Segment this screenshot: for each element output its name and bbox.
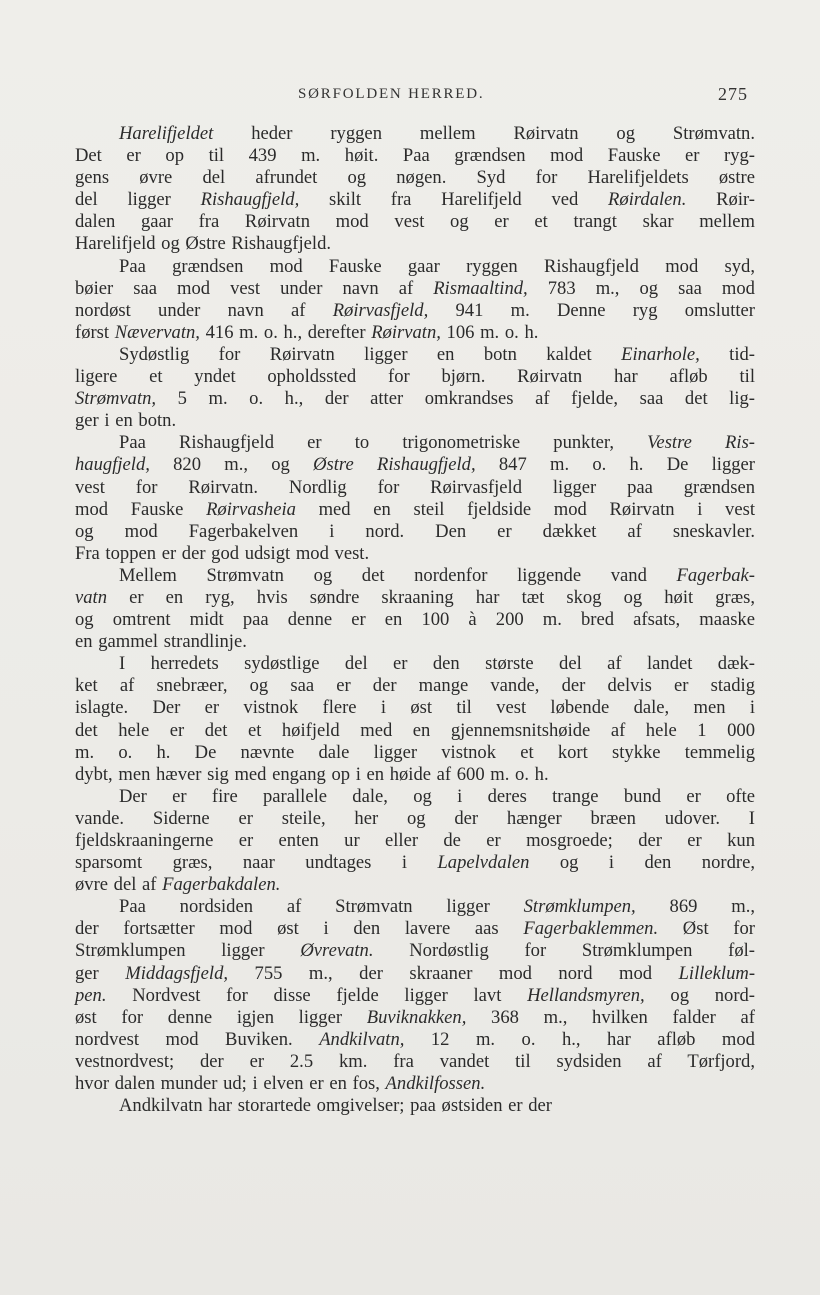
place-name: Fagerbakdalen. bbox=[162, 874, 281, 896]
text-run: sparsomt græs, naar undtages i bbox=[75, 852, 438, 874]
place-name: Harelifjeldet bbox=[119, 123, 214, 144]
paragraph bbox=[75, 896, 755, 1095]
text-run: ket af snebræer, og saa er der mange vande, der delvis er stadig bbox=[75, 675, 755, 697]
text-line bbox=[75, 1051, 755, 1073]
text-run: og mod Fagerbakelven i nord. Den er dækket af sneskavler. bbox=[75, 520, 755, 542]
text-run: 783 m., og saa mod bbox=[527, 277, 755, 299]
place-name: Fagerbaklemmen. bbox=[523, 918, 659, 940]
text-run: det hele er det et høifjeld med en gjennemsnitshøide af hele 1 000 bbox=[75, 719, 755, 741]
text-line bbox=[75, 543, 755, 565]
text-run: 869 m., bbox=[635, 896, 755, 918]
place-name: Øvrevatn. bbox=[300, 940, 374, 962]
text-run: gens øvre del afrundet og nøgen. Syd for Harelifjeldets østre bbox=[75, 167, 755, 189]
page-header bbox=[0, 82, 820, 110]
page-number: 275 bbox=[718, 84, 748, 104]
text-line bbox=[75, 896, 755, 918]
text-run: Mellem Strømvatn og det nordenfor liggende vand bbox=[119, 564, 677, 586]
text-line bbox=[75, 410, 755, 432]
place-name: Lilleklum- bbox=[678, 962, 756, 984]
text-line bbox=[75, 278, 755, 300]
place-name: Røirvasheia bbox=[206, 498, 296, 520]
text-line bbox=[75, 587, 755, 609]
text-line bbox=[75, 631, 755, 653]
place-name: Vestre Ris- bbox=[647, 432, 755, 454]
text-line bbox=[75, 742, 755, 764]
text-line bbox=[75, 123, 755, 145]
text-run: 820 m., og bbox=[149, 454, 314, 476]
text-line bbox=[75, 1073, 755, 1095]
text-line bbox=[75, 300, 755, 322]
text-run: der fortsætter mod øst i den lavere aas bbox=[75, 918, 524, 940]
text-line bbox=[75, 985, 755, 1007]
text-run: nordvest mod Buviken. bbox=[75, 1028, 320, 1050]
text-run: 416 m. o. h., derefter bbox=[199, 321, 372, 343]
paragraph bbox=[75, 123, 755, 256]
text-line bbox=[75, 521, 755, 543]
place-name: Einarhole, bbox=[621, 343, 700, 365]
text-line bbox=[75, 211, 755, 233]
text-run: Røir- bbox=[686, 189, 755, 211]
text-line bbox=[75, 499, 755, 521]
text-line bbox=[75, 477, 755, 499]
place-name: Hellandsmyren, bbox=[527, 984, 645, 1006]
text-run: mod Fauske bbox=[75, 498, 207, 520]
body-text bbox=[75, 123, 755, 1117]
place-name: Buviknakken, bbox=[366, 1006, 467, 1028]
place-name: pen. bbox=[75, 984, 107, 1006]
text-run: vestnordvest; der er 2.5 km. fra vandet til sydsiden af Tørfjord, bbox=[75, 1050, 755, 1072]
place-name: Rishaugfjeld, bbox=[200, 189, 300, 211]
text-run: Det er op til 439 m. høit. Paa grændsen mod Fauske er ryg- bbox=[75, 145, 755, 167]
place-name: Røirdalen. bbox=[608, 189, 687, 211]
text-line bbox=[75, 454, 755, 476]
text-run: med en steil fjeldside mod Røirvatn i vest bbox=[295, 498, 756, 520]
text-line bbox=[75, 256, 755, 278]
place-name: haugfjeld, bbox=[75, 454, 150, 476]
text-run: dybt, men hæver sig med engang op i en høide af 600 m. o. h. bbox=[75, 763, 549, 785]
text-run: ger bbox=[75, 962, 126, 984]
text-run: er en ryg, hvis søndre skraaning har tæt skog og høit græs, bbox=[107, 586, 755, 608]
text-run: Nordvest for disse fjelde ligger lavt bbox=[106, 984, 528, 1006]
text-run: 368 m., hvilken falder af bbox=[466, 1006, 755, 1028]
text-run: 5 m. o. h., der atter omkrandses af fjelde, saa det lig- bbox=[156, 388, 755, 410]
text-line bbox=[75, 940, 755, 962]
paragraph bbox=[75, 565, 755, 653]
text-line bbox=[75, 1095, 755, 1117]
paragraph bbox=[75, 653, 755, 786]
paragraph bbox=[75, 1095, 755, 1117]
text-line bbox=[75, 609, 755, 631]
place-name: vatn bbox=[75, 586, 108, 608]
text-run: ger i en botn. bbox=[75, 410, 177, 432]
place-name: Røirvasfjeld, bbox=[332, 299, 429, 321]
text-run: heder ryggen mellem Røirvatn og Strømvatn. bbox=[213, 123, 755, 144]
place-name: Lapelvdalen bbox=[437, 852, 530, 874]
text-line bbox=[75, 720, 755, 742]
text-line bbox=[75, 145, 755, 167]
text-run: Paa nordsiden af Strømvatn ligger bbox=[119, 896, 524, 918]
text-line bbox=[75, 344, 755, 366]
text-run: tid- bbox=[699, 343, 755, 365]
text-run: fjeldskraaningerne er enten ur eller de er mosgroede; der er kun bbox=[75, 830, 755, 851]
text-run: Sydøstlig for Røirvatn ligger en botn kaldet bbox=[119, 343, 622, 365]
place-name: Strømklumpen, bbox=[523, 896, 636, 918]
text-run: 755 m., der skraaner mod nord mod bbox=[228, 962, 679, 984]
paragraph bbox=[75, 256, 755, 344]
running-title: SØRFOLDEN HERRED. bbox=[298, 86, 485, 102]
paragraph bbox=[75, 344, 755, 432]
text-run: ligere et yndet opholdssted for bjørn. Røirvatn har afløb til bbox=[75, 366, 755, 388]
place-name: Nævervatn, bbox=[114, 321, 200, 343]
text-run: m. o. h. De nævnte dale ligger vistnok et kort stykke temmelig bbox=[75, 741, 755, 763]
text-run: Paa Rishaugfjeld er to trigonometriske punkter, bbox=[119, 432, 648, 454]
text-line bbox=[75, 1029, 755, 1051]
text-line bbox=[75, 697, 755, 719]
text-run: Nordøstlig for Strømklumpen føl- bbox=[373, 940, 755, 962]
text-line bbox=[75, 322, 755, 344]
text-line bbox=[75, 786, 755, 808]
text-line bbox=[75, 1007, 755, 1029]
text-run: Øst for bbox=[658, 918, 755, 940]
place-name: Andkilvatn, bbox=[319, 1028, 405, 1050]
text-run: og nord- bbox=[644, 984, 756, 1006]
text-run: 12 m. o. h., har afløb mod bbox=[404, 1028, 755, 1050]
text-line bbox=[75, 388, 755, 410]
text-line bbox=[75, 233, 755, 255]
text-line bbox=[75, 432, 755, 454]
place-name: Røirvatn, bbox=[371, 321, 441, 343]
text-run: Harelifjeld og Østre Rishaugfjeld. bbox=[75, 233, 332, 255]
text-line bbox=[75, 830, 755, 852]
text-run: øvre del af bbox=[75, 874, 163, 896]
text-run: 847 m. o. h. De ligger bbox=[475, 454, 755, 476]
text-line bbox=[75, 963, 755, 985]
text-run: øst for denne igjen ligger bbox=[75, 1006, 367, 1028]
text-line bbox=[75, 764, 755, 786]
place-name: Middagsfjeld, bbox=[125, 962, 229, 984]
text-run: og i den nordre, bbox=[529, 852, 755, 874]
text-line bbox=[75, 189, 755, 211]
text-run: 106 m. o. h. bbox=[440, 321, 539, 343]
text-run: I herredets sydøstlige del er den største del af landet dæk- bbox=[119, 653, 755, 675]
place-name: Andkilfossen. bbox=[385, 1073, 486, 1095]
text-run: del ligger bbox=[75, 189, 201, 211]
text-run: Andkilvatn har storartede omgivelser; paa østsiden er der bbox=[119, 1095, 552, 1117]
text-run: vande. Siderne er steile, her og der hænger bræen udover. I bbox=[75, 807, 755, 829]
text-run: Der er fire parallele dale, og i deres trange bund er ofte bbox=[119, 785, 755, 807]
text-run: hvor dalen munder ud; i elven er en fos, bbox=[75, 1073, 386, 1095]
text-run: vest for Røirvatn. Nordlig for Røirvasfjeld ligger paa grændsen bbox=[75, 476, 755, 498]
text-run: bøier saa mod vest under navn af bbox=[75, 277, 434, 299]
paragraph bbox=[75, 786, 755, 896]
place-name: Østre Rishaugfjeld, bbox=[313, 454, 476, 476]
text-line bbox=[75, 366, 755, 388]
text-line bbox=[75, 167, 755, 189]
text-line bbox=[75, 852, 755, 874]
place-name: Fagerbak- bbox=[676, 564, 755, 586]
text-run: skilt fra Harelifjeld ved bbox=[299, 189, 609, 211]
paragraph bbox=[75, 432, 755, 565]
text-run: Paa grændsen mod Fauske gaar ryggen Rishaugfjeld mod syd, bbox=[119, 255, 755, 277]
text-run: en gammel strandlinje. bbox=[75, 631, 247, 653]
text-line bbox=[75, 565, 755, 587]
text-run: Fra toppen er der god udsigt mod vest. bbox=[75, 542, 370, 564]
text-run: nordøst under navn af bbox=[75, 299, 333, 321]
text-line bbox=[75, 808, 755, 830]
text-line bbox=[75, 653, 755, 675]
place-name: Strømvatn, bbox=[75, 388, 157, 410]
text-run: Strømklumpen ligger bbox=[75, 940, 301, 962]
text-run: først bbox=[75, 321, 115, 343]
text-line bbox=[75, 675, 755, 697]
text-run: dalen gaar fra Røirvatn mod vest og er et trangt skar mellem bbox=[75, 211, 755, 233]
text-line bbox=[75, 918, 755, 940]
place-name: Rismaaltind, bbox=[433, 277, 528, 299]
text-run: islagte. Der er vistnok flere i øst til vest løbende dale, men i bbox=[75, 697, 755, 719]
text-line bbox=[75, 874, 755, 896]
text-run: og omtrent midt paa denne er en 100 à 200 m. bred afsats, maaske bbox=[75, 609, 755, 631]
text-run: 941 m. Denne ryg omslutter bbox=[428, 299, 755, 321]
